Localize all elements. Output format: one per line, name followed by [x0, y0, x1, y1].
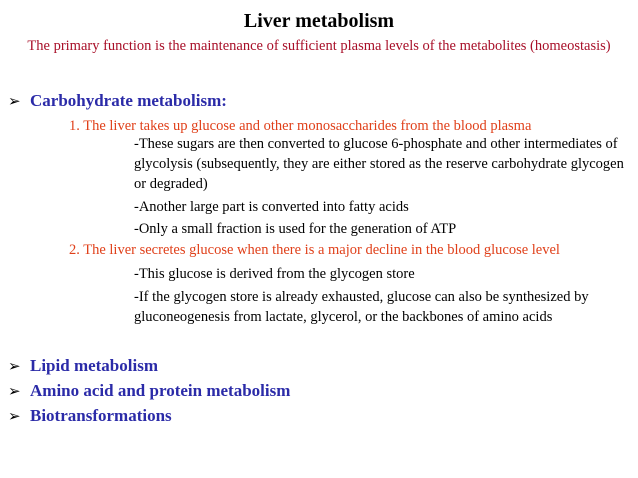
bullet-amino-acid-protein-metabolism	[8, 381, 290, 401]
bullet-label: Amino acid and protein metabolism	[30, 381, 291, 400]
numbered-point-2: 2. The liver secretes glucose when there is a major decline in the blood glucose level	[69, 242, 560, 258]
detail-1-3: -Only a small fraction is used for the generation of ATP	[134, 221, 457, 237]
arrow-bullet-icon: ➢	[8, 382, 21, 400]
bullet-label: Lipid metabolism	[30, 356, 158, 375]
detail-2-1: -This glucose is derived from the glycogen store	[134, 266, 415, 282]
arrow-bullet-icon: ➢	[8, 92, 21, 110]
slide-subtitle: The primary function is the maintenance of sufficient plasma levels of the metabolites (homeostasis)	[27, 38, 611, 54]
arrow-bullet-icon: ➢	[8, 357, 21, 375]
bullet-carbohydrate-metabolism	[8, 91, 227, 111]
detail-1-1: -These sugars are then converted to glucose 6-phosphate and other intermediates of glycolysis (subsequently, they are either stored as the reserve carbohydrate glycogen or degraded)	[134, 136, 624, 192]
slide-title: Liver metabolism	[243, 10, 395, 32]
bullet-biotransformations	[8, 406, 172, 426]
arrow-bullet-icon: ➢	[8, 407, 21, 425]
numbered-point-1: 1. The liver takes up glucose and other monosaccharides from the blood plasma	[69, 118, 532, 134]
detail-1-2: -Another large part is converted into fatty acids	[134, 199, 409, 215]
bullet-label: Carbohydrate metabolism:	[30, 91, 227, 110]
detail-2-2: -If the glycogen store is already exhausted, glucose can also be synthesized by gluconeogenesis from lactate, glycerol, or the backbones of amino acids	[134, 289, 589, 325]
bullet-label: Biotransformations	[30, 406, 172, 425]
bullet-lipid-metabolism	[8, 356, 158, 376]
